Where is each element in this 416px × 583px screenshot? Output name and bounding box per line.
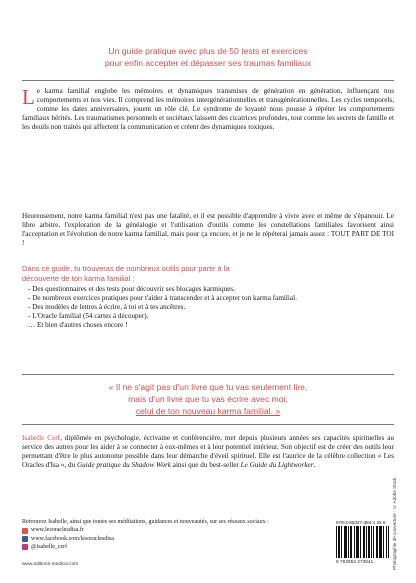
bio-text-3: . xyxy=(313,461,316,469)
bio-text-1: , diplômée en psychologie, écrivaine et conférencière, met depuis plusieurs années ses capacités spirituelles au service des autres pour les aider à se connecter à eux-mêmes et à leur potentiel intérieur. Son objectif est de créer des outils leur permettant d'être le plus autonome possible dans leur démarche d'éveil spirituel. Elle est l'autrice de la célèbre collection « Les Oracles d'Isa », du xyxy=(22,434,394,469)
bio-book-title-2: Le Guide du Lightworker xyxy=(240,461,314,469)
isbn-number: 9 782853 273841 xyxy=(336,559,374,564)
social-link-label: www.lesoraclesdisa.fr xyxy=(31,527,84,534)
quote-line-2: mais d'un livre que tu vas écrire avec moi, xyxy=(128,393,288,404)
second-paragraph: Heureusement, notre karma familial n'est pas une fatalité, et il est possible d'apprendre à vivre avec et même de s'épanouir. Le libre arbitre, l'exploration de la généalogie et l'utilisation d'outils comme les constellations familiales favorisent ainsi l'acceptation et l'évolution de notre karma familial, mais pour ça encore, et je ne le répéterai jamais assez : TOUT PART DE TOI ! xyxy=(22,212,394,247)
publisher-website: www.editions-medicis.com xyxy=(22,562,79,567)
tagline-line-1: Un guide pratique avec plus de 50 tests et exercices xyxy=(108,46,308,56)
author-bio xyxy=(22,434,394,470)
isbn-price: 978-2-85327-384-1 25 € xyxy=(336,520,386,525)
top-divider xyxy=(22,80,394,81)
web-icon xyxy=(22,528,28,534)
social-link-facebook[interactable] xyxy=(22,535,322,543)
guide-intro-line-2: découverte de ton karma familial : xyxy=(22,273,135,283)
social-link-label: @isabelle_cerf xyxy=(31,544,68,551)
social-link-instagram[interactable] xyxy=(22,543,322,551)
drop-cap: L xyxy=(22,85,35,109)
guide-intro-line-1: Dans ce guide, tu trouveras de nombreux outils pour partir à la xyxy=(22,264,230,273)
quote-line-3: celui de ton nouveau karma familial. » xyxy=(135,405,281,416)
social-heading: Retrouvez Isabelle, ainsi que toutes ses méditations, guidances et nouveautés, sur ses réseaux sociaux : xyxy=(22,519,269,525)
author-name: Isabelle Cerf xyxy=(22,434,61,442)
social-link-website[interactable] xyxy=(22,526,322,534)
barcode-icon xyxy=(336,526,392,558)
photo-credit: Photographie de couverture : © Adobe Stock xyxy=(392,477,397,570)
quote-divider-bottom xyxy=(22,424,394,425)
facebook-icon xyxy=(22,536,28,542)
tagline xyxy=(40,46,376,69)
list-item: - Des modèles de lettres à écrire, à toi et à tes ancêtres. xyxy=(28,303,186,311)
social-block xyxy=(22,518,322,552)
barcode-stripe xyxy=(388,526,389,558)
pull-quote xyxy=(40,382,376,417)
list-item: - Des questionnaires et des tests pour découvrir ses blocages karmiques. xyxy=(28,285,235,293)
list-item: - De nombreux exercices pratiques pour t'aider à transcender et à accepter ton karma familial. xyxy=(28,294,297,302)
list-item: … Et bien d'autres choses encore ! xyxy=(28,321,128,329)
quote-line-1: « Il ne s'agit pas d'un livre que tu vas seulement lire, xyxy=(108,382,308,392)
intro-text: e karma familial englobe les mémoires et dynamiques transmises de génération en génération, influençant nos comportements et nos vies. Il comprend les mémoires intergénérationnelles et transgénérationnelles. Les cycles temporels, comme les dates anniversaires, jouent un rôle clé. Le syndrome de loyauté nous pousse à répéter les comportements familiaux hérités. Les traumatismes personnels et sociétaux laissent des cicatrices profondes, tout comme les secrets de famille et les deuils non traités qui affectent la communication et créent des dynamiques toxiques. xyxy=(22,87,394,131)
instagram-icon xyxy=(22,544,28,550)
intro-paragraph xyxy=(22,87,394,132)
bio-book-title-1: Guide pratique du Shadow Work xyxy=(76,461,171,469)
social-link-label: www.facebook.com/lesoraclesdisa xyxy=(31,535,114,542)
quote-divider-top xyxy=(22,374,394,375)
tools-list xyxy=(28,285,388,330)
tagline-line-2: pour enfin accepter et dépasser ses traumas familiaux xyxy=(104,57,312,68)
bio-text-2: ainsi que du best-seller xyxy=(170,461,241,469)
barcode-block xyxy=(336,520,392,568)
guide-intro xyxy=(22,264,394,283)
list-item: - L'Oracle familial (54 cartes à découper). xyxy=(28,312,149,320)
